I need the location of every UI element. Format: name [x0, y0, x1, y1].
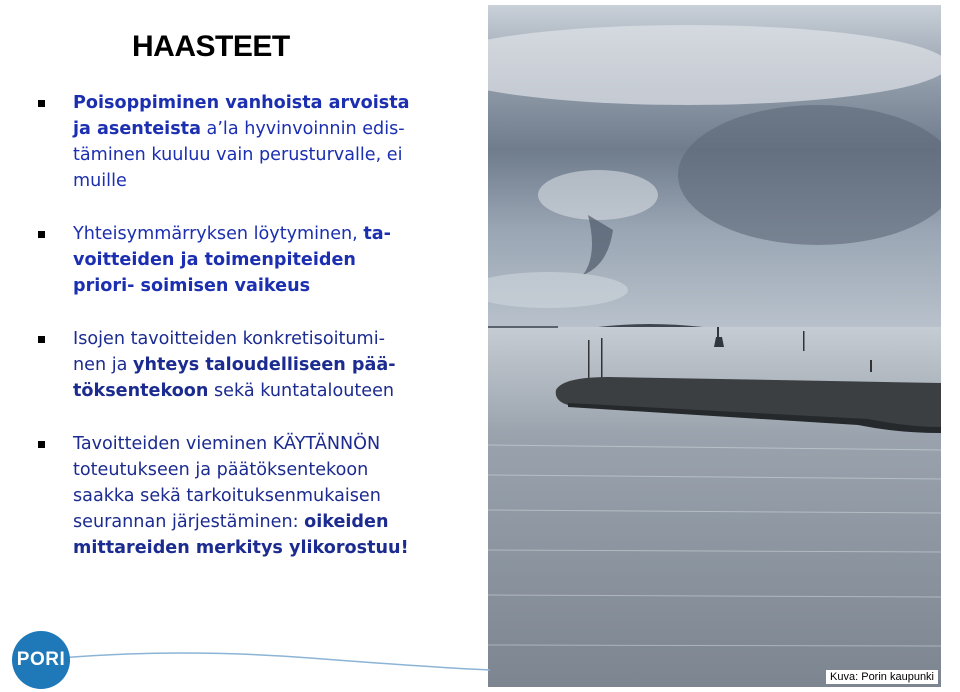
photo-credit: Kuva: Porin kaupunki: [826, 670, 938, 684]
bullet-text: nen ja: [73, 355, 133, 375]
square-bullet-icon: [38, 336, 45, 343]
bullet-text: Isojen tavoitteiden konkretisoitumi-: [73, 329, 385, 349]
bullet-text: täminen kuuluu vain perusturvalle, ei: [73, 145, 403, 165]
bullet-text-bold: mittareiden merkitys ylikorostuu!: [73, 538, 409, 558]
bullet-text-bold: ta-: [363, 224, 391, 244]
bullet-text: Tavoitteiden vieminen KÄYTÄNNÖN: [73, 434, 381, 454]
logo-text: PORI: [16, 649, 66, 670]
square-bullet-icon: [38, 100, 45, 107]
bullet-text-bold: Poisoppiminen vanhoista arvoista: [73, 93, 410, 113]
bullet-item: [38, 90, 468, 194]
bullet-item: [38, 221, 468, 299]
bullet-text-bold: töksentekoon: [73, 381, 209, 401]
bullet-text-bold: ja asenteista: [73, 119, 201, 139]
bullet-item: [38, 326, 468, 404]
bullet-text-bold: oikeiden: [304, 512, 389, 532]
page-title: HAASTEET: [132, 30, 290, 63]
bullet-text: saakka sekä tarkoituksenmukaisen: [73, 486, 381, 506]
bullet-text: seurannan järjestäminen:: [73, 512, 305, 532]
bullet-text-bold: voitteiden ja toimenpiteiden: [73, 250, 356, 270]
bullet-text-bold: yhteys taloudelliseen pää-: [132, 355, 396, 375]
bullet-text: muille: [73, 171, 127, 191]
bullet-item: [38, 431, 468, 561]
bullet-text: a’la hyvinvoinnin edis-: [200, 119, 405, 139]
bullet-text: sekä kuntatalouteen: [208, 381, 395, 401]
bullet-text-bold: priori- soimisen vaikeus: [73, 276, 311, 296]
bullet-text: toteutukseen ja päätöksentekoon: [73, 460, 369, 480]
square-bullet-icon: [38, 231, 45, 238]
pori-logo: [12, 631, 70, 689]
seascape-illustration: [488, 5, 941, 687]
square-bullet-icon: [38, 441, 45, 448]
swoosh-line: [60, 640, 490, 680]
seascape-photo: [488, 5, 941, 687]
bullet-list: [38, 90, 468, 588]
bullet-text: Yhteisymmärryksen löytyminen,: [73, 224, 364, 244]
